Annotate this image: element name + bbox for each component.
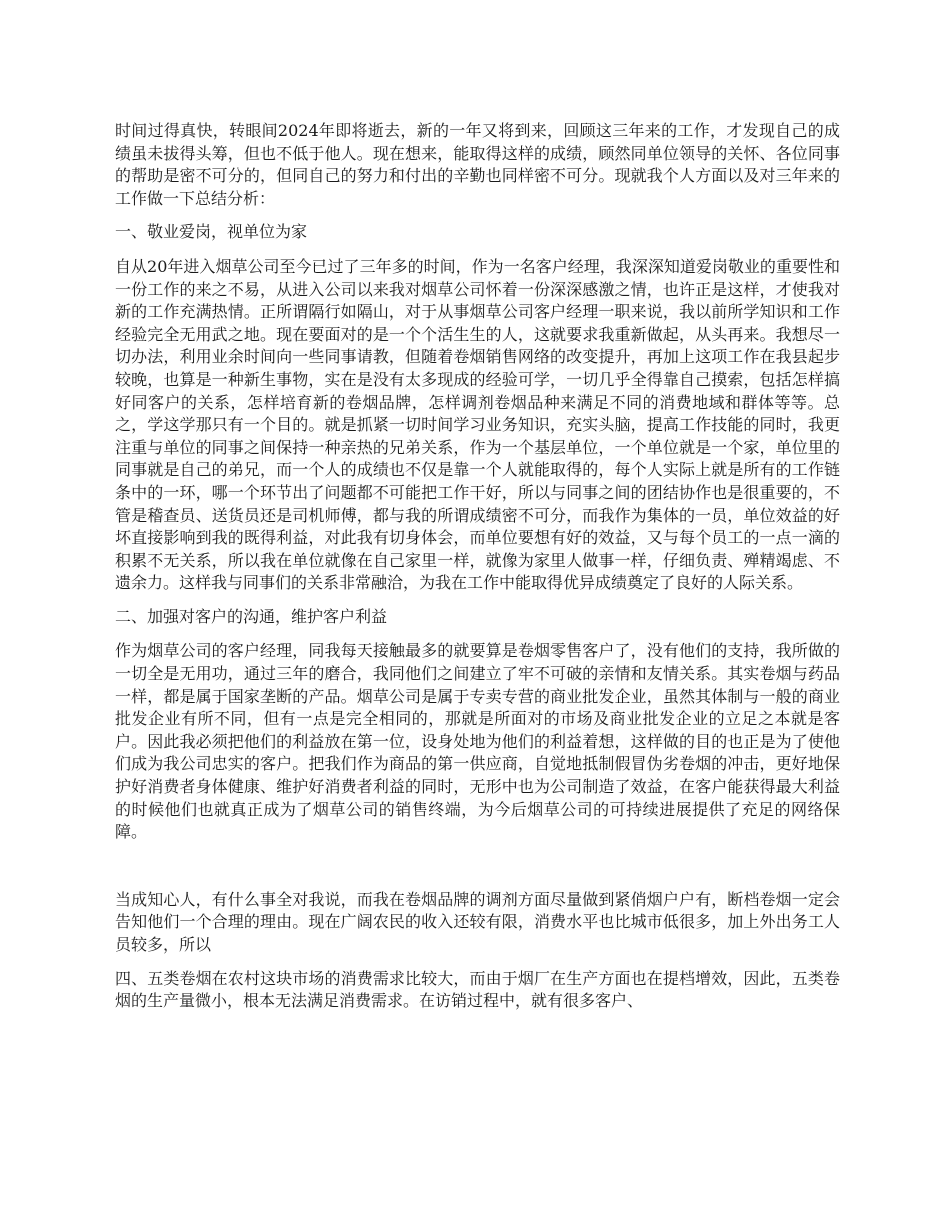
section-2-paragraph: 作为烟草公司的客户经理，同我每天接触最多的就要算是卷烟零售客户了，没有他们的支持，我所做的一切全是无用功，通过三年的磨合，我同他们之间建立了牢不可破的亲情和友情关系。其实卷烟与药品一样，都是属于国家垄断的产品。烟草公司是属于专卖专营的商业批发企业，虽然其体制与一般的商业批发企业有所不同，但有一点是完全相同的，那就是所面对的市场及商业批发企业的立足之本就是客户。因此我必须把他们的利益放在第一位，设身处地为他们的利益着想，这样做的目的也正是为了使他们成为我公司忠实的客户。把我们作为商品的第一供应商，自觉地抵制假冒伪劣卷烟的冲击，更好地保护好消费者身体健康、维护好消费者利益的同时，无形中也为公司制造了效益，在客户能获得最大利益的时候他们也就真正成为了烟草公司的销售终端，为今后烟草公司的可持续进展提供了充足的网络保障。	[115, 641, 840, 842]
section-heading-1: 一、敬业爱岗，视单位为家	[115, 222, 308, 242]
intro-paragraph: 时间过得真快，转眼间2024年即将逝去，新的一年又将到来，回顾这三年来的工作，才发现自己的成绩虽未拔得头筹，但也不低于他人。现在想来，能取得这样的成绩，顾然同单位领导的关怀、各位同事的帮助是密不可分的，但同自己的努力和付出的辛勤也同样密不可分。现就我个人方面以及对三年来的工作做一下总结分析：	[115, 121, 840, 208]
section-4-paragraph: 四、五类卷烟在农村这块市场的消费需求比较大，而由于烟厂在生产方面也在提档增效，因此，五类卷烟的生产量微小，根本无法满足消费需求。在访销过程中，就有很多客户、	[115, 968, 840, 1011]
blank-spacer	[115, 855, 840, 889]
section-heading-2: 二、加强对客户的沟通，维护客户利益	[115, 606, 388, 626]
section-1-paragraph: 自从20年进入烟草公司至今已过了三年多的时间，作为一名客户经理，我深深知道爱岗敬业的重要性和一份工作的来之不易，从进入公司以来我对烟草公司怀着一份深深感激之情，也许正是这样，才使我对新的工作充满热情。正所谓隔行如隔山，对于从事烟草公司客户经理一职来说，我以前所学知识和工作经验完全无用武之地。现在要面对的是一个个活生生的人，这就要求我重新做起，从头再来。我想尽一切办法，利用业余时间向一些同事请教，但随着卷烟销售网络的改变提升，再加上这项工作在我县起步较晚，也算是一种新生事物，实在是没有太多现成的经验可学，一切几乎全得靠自己摸索，包括怎样搞好同客户的关系，怎样培育新的卷烟品牌，怎样调剂卷烟品种来满足不同的消费地域和群体等等。总之，学这学那只有一个目的。就是抓紧一切时间学习业务知识，充实头脑，提高工作技能的同时，我更注重与单位的同事之间保持一种亲热的兄弟关系，作为一个基层单位，一个单位就是一个家，单位里的同事就是自己的弟兄，而一个人的成绩也不仅是靠一个人就能取得的，每个人实际上就是所有的工作链条中的一环，哪一个环节出了问题都不可能把工作干好，所以与同事之间的团结协作也是很重要的，不管是稽查员、送货员还是司机师傅，都与我的所谓成绩密不可分，而我作为集体的一员，单位效益的好坏直接影响到我的既得利益，对此我有切身体会，而单位要想有好的效益，又与每个员工的一点一滴的积累不无关系，所以我在单位就像在自己家里一样，就像为家里人做事一样，仔细负责、殚精竭虑、不遗余力。这样我与同事们的关系非常融洽，为我在工作中能取得优异成绩奠定了良好的人际关系。	[115, 256, 840, 593]
document-body	[115, 120, 840, 1024]
continuation-paragraph: 当成知心人，有什么事全对我说，而我在卷烟品牌的调剂方面尽量做到紧俏烟户户有，断档卷烟一定会告知他们一个合理的理由。现在广阔农民的收入还较有限，消费水平也比城市低很多，加上外出务工人员较多，所以	[115, 889, 840, 954]
